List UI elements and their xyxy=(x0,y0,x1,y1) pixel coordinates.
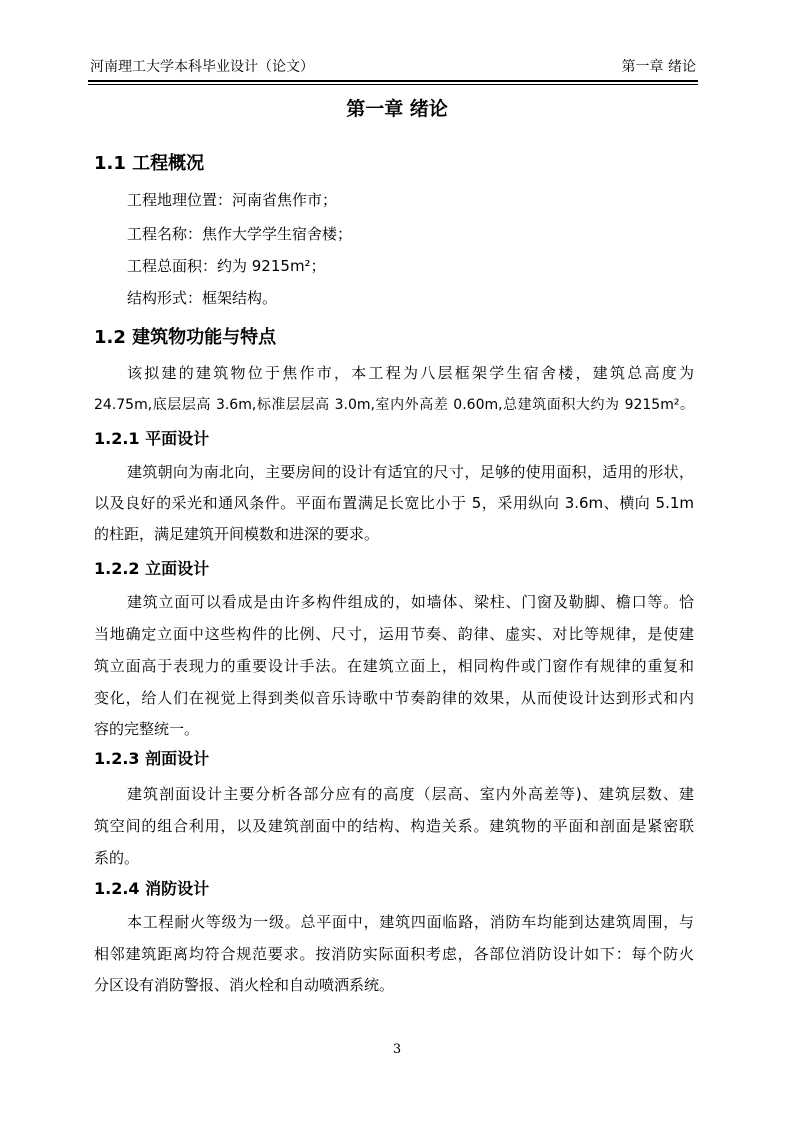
header-divider-thin xyxy=(88,84,698,85)
paragraph-line: 工程总面积：约为 9215m²； xyxy=(127,257,326,275)
paragraph-line: 建筑剖面设计主要分析各部分应有的高度（层高、室内外高差等)、建筑层数、建 xyxy=(127,785,694,803)
paragraph-line: 该拟建的建筑物位于焦作市，本工程为八层框架学生宿舍楼，建筑总高度为 xyxy=(127,364,694,382)
paragraph-line: 结构形式：框架结构。 xyxy=(127,289,278,307)
paragraph-line: 工程地理位置：河南省焦作市； xyxy=(127,191,338,209)
section-heading-1-2: 1.2 建筑物功能与特点 xyxy=(94,327,277,348)
section-heading-1-2-3: 1.2.3 剖面设计 xyxy=(94,749,210,768)
chapter-title: 第一章 绪论 xyxy=(346,98,448,120)
page-number: 3 xyxy=(392,1042,402,1057)
paragraph-line: 筑空间的组合利用，以及建筑剖面中的结构、构造关系。建筑物的平面和剖面是紧密联 xyxy=(94,817,694,835)
section-heading-1-1: 1.1 工程概况 xyxy=(94,153,205,174)
page-header xyxy=(88,56,698,78)
paragraph-line: 本工程耐火等级为一级。总平面中，建筑四面临路，消防车均能到达建筑周围，与 xyxy=(127,913,694,931)
paragraph-line: 容的完整统一。 xyxy=(94,720,200,738)
paragraph-line: 工程名称：焦作大学学生宿舍楼； xyxy=(127,225,353,243)
section-heading-1-2-4: 1.2.4 消防设计 xyxy=(94,879,210,898)
paragraph-line: 建筑立面可以看成是由许多构件组成的，如墙体、梁柱、门窗及勒脚、檐口等。恰 xyxy=(127,593,694,611)
paragraph-line: 建筑朝向为南北向，主要房间的设计有适宜的尺寸，足够的使用面积，适用的形状， xyxy=(127,463,694,481)
section-heading-1-2-1: 1.2.1 平面设计 xyxy=(94,429,210,448)
paragraph-line: 的柱距，满足建筑开间模数和进深的要求。 xyxy=(94,525,380,543)
section-heading-1-2-2: 1.2.2 立面设计 xyxy=(94,559,210,578)
header-chapter-title: 第一章 绪论 xyxy=(621,59,696,75)
paragraph-line: 变化，给人们在视觉上得到类似音乐诗歌中节奏韵律的效果，从而使设计达到形式和内 xyxy=(94,689,694,707)
paragraph-line: 相邻建筑距离均符合规范要求。按消防实际面积考虑，各部位消防设计如下：每个防火 xyxy=(94,945,694,963)
header-thesis-title: 河南理工大学本科毕业设计（论文） xyxy=(90,59,314,75)
paragraph-line: 分区设有消防警报、消火栓和自动喷洒系统。 xyxy=(94,976,395,994)
paragraph-line: 筑立面高于表现力的重要设计手法。在建筑立面上，相同构件或门窗作有规律的重复和 xyxy=(94,657,694,675)
paragraph-line: 以及良好的采光和通风条件。平面布置满足长宽比小于 5，采用纵向 3.6m、横向 5.1m xyxy=(94,494,694,512)
paragraph-line: 当地确定立面中这些构件的比例、尺寸，运用节奏、韵律、虚实、对比等规律，是使建 xyxy=(94,625,694,643)
header-divider-thick xyxy=(88,80,698,82)
paragraph-line: 24.75m,底层层高 3.6m,标准层层高 3.0m,室内外高差 0.60m,总建筑面积大约为 9215m²。 xyxy=(94,397,694,413)
paragraph-line: 系的。 xyxy=(94,849,140,867)
